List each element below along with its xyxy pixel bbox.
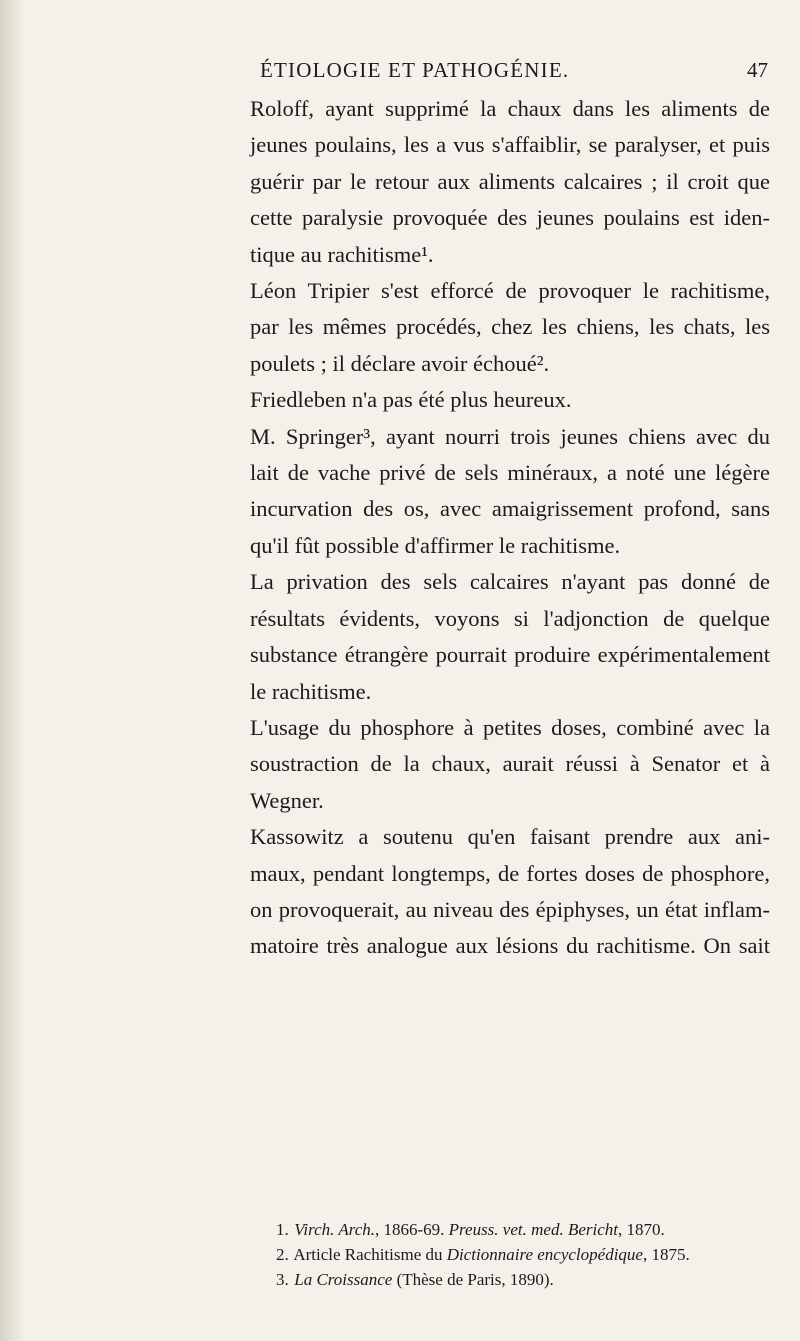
footnote-italic: Virch. Arch.: [294, 1220, 375, 1239]
footnote-text: (Thèse de Paris, 1890).: [392, 1270, 554, 1289]
footnote-text: Article Rachitisme du: [293, 1245, 447, 1264]
text-line: soustraction de la chaux, aurait réussi à Senator et à: [250, 751, 770, 777]
footnote-italic: Preuss. vet. med. Bericht: [448, 1220, 618, 1239]
footnotes: [276, 1217, 776, 1292]
text-line: Roloff, ayant supprimé la chaux dans les aliments de: [250, 96, 770, 121]
page-gutter-shadow: [0, 0, 26, 1341]
text-line: L'usage du phosphore à petites doses, combiné avec la: [250, 714, 770, 740]
page-header: [160, 58, 770, 88]
footnote-italic: La Croissance: [294, 1270, 393, 1289]
text-line: par les mêmes procédés, chez les chiens, les chats, les: [250, 314, 770, 340]
text-line: jeunes poulains, les a vus s'affaiblir, se paralyser, et puis: [250, 132, 770, 158]
text-line: qu'il fût possible d'affirmer le rachitisme.: [250, 532, 621, 558]
footnote-text: , 1875.: [642, 1245, 690, 1264]
text-line: poulets ; il déclare avoir échoué².: [250, 350, 550, 376]
footnote-2: [276, 1242, 776, 1267]
text-line: Kassowitz a soutenu qu'en faisant prendre aux ani-: [250, 824, 770, 850]
text-line: Wegner.: [250, 787, 324, 813]
text-line: substance étrangère pourrait produire expérimentalement: [250, 642, 770, 668]
text-line: cette paralysie provoquée des jeunes poulains est iden-: [250, 205, 770, 231]
text-line: incurvation des os, avec amaigrissement profond, sans: [250, 496, 770, 522]
text-line: Friedleben n'a pas été plus heureux.: [250, 387, 572, 413]
footnote-number: 2.: [276, 1245, 289, 1264]
text-line: guérir par le retour aux aliments calcaires ; il croit que: [250, 168, 770, 194]
footnote-number: 3.: [276, 1270, 289, 1289]
text-line: maux, pendant longtemps, de fortes doses de phosphore,: [250, 860, 770, 886]
text-line: Léon Tripier s'est efforcé de provoquer le rachitisme,: [250, 278, 770, 304]
running-title: ÉTIOLOGIE ET PATHOGÉNIE.: [260, 58, 570, 82]
footnote-3: [276, 1267, 776, 1292]
text-line: le rachitisme.: [250, 678, 372, 704]
text-line: résultats évidents, voyons si l'adjonction de quelque: [250, 605, 770, 631]
text-line: La privation des sels calcaires n'ayant pas donné de: [250, 569, 770, 595]
text-line: matoire très analogue aux lésions du rachitisme. On sait: [250, 933, 770, 959]
footnote-text: , 1866-69.: [374, 1220, 449, 1239]
footnote-italic: Dictionnaire encyclopédique: [446, 1245, 643, 1264]
footnote-1: [276, 1217, 776, 1242]
text-line: lait de vache privé de sels minéraux, a noté une légère: [250, 460, 770, 486]
text-line: M. Springer³, ayant nourri trois jeunes chiens avec du: [250, 423, 770, 449]
text-line: on provoquerait, au niveau des épiphyses, un état inflam-: [250, 896, 770, 922]
body-text: [250, 91, 770, 965]
page-number: 47: [747, 58, 768, 82]
footnote-number: 1.: [276, 1220, 289, 1239]
footnote-text: , 1870.: [617, 1220, 665, 1239]
text-line: tique au rachitisme¹.: [250, 241, 434, 267]
